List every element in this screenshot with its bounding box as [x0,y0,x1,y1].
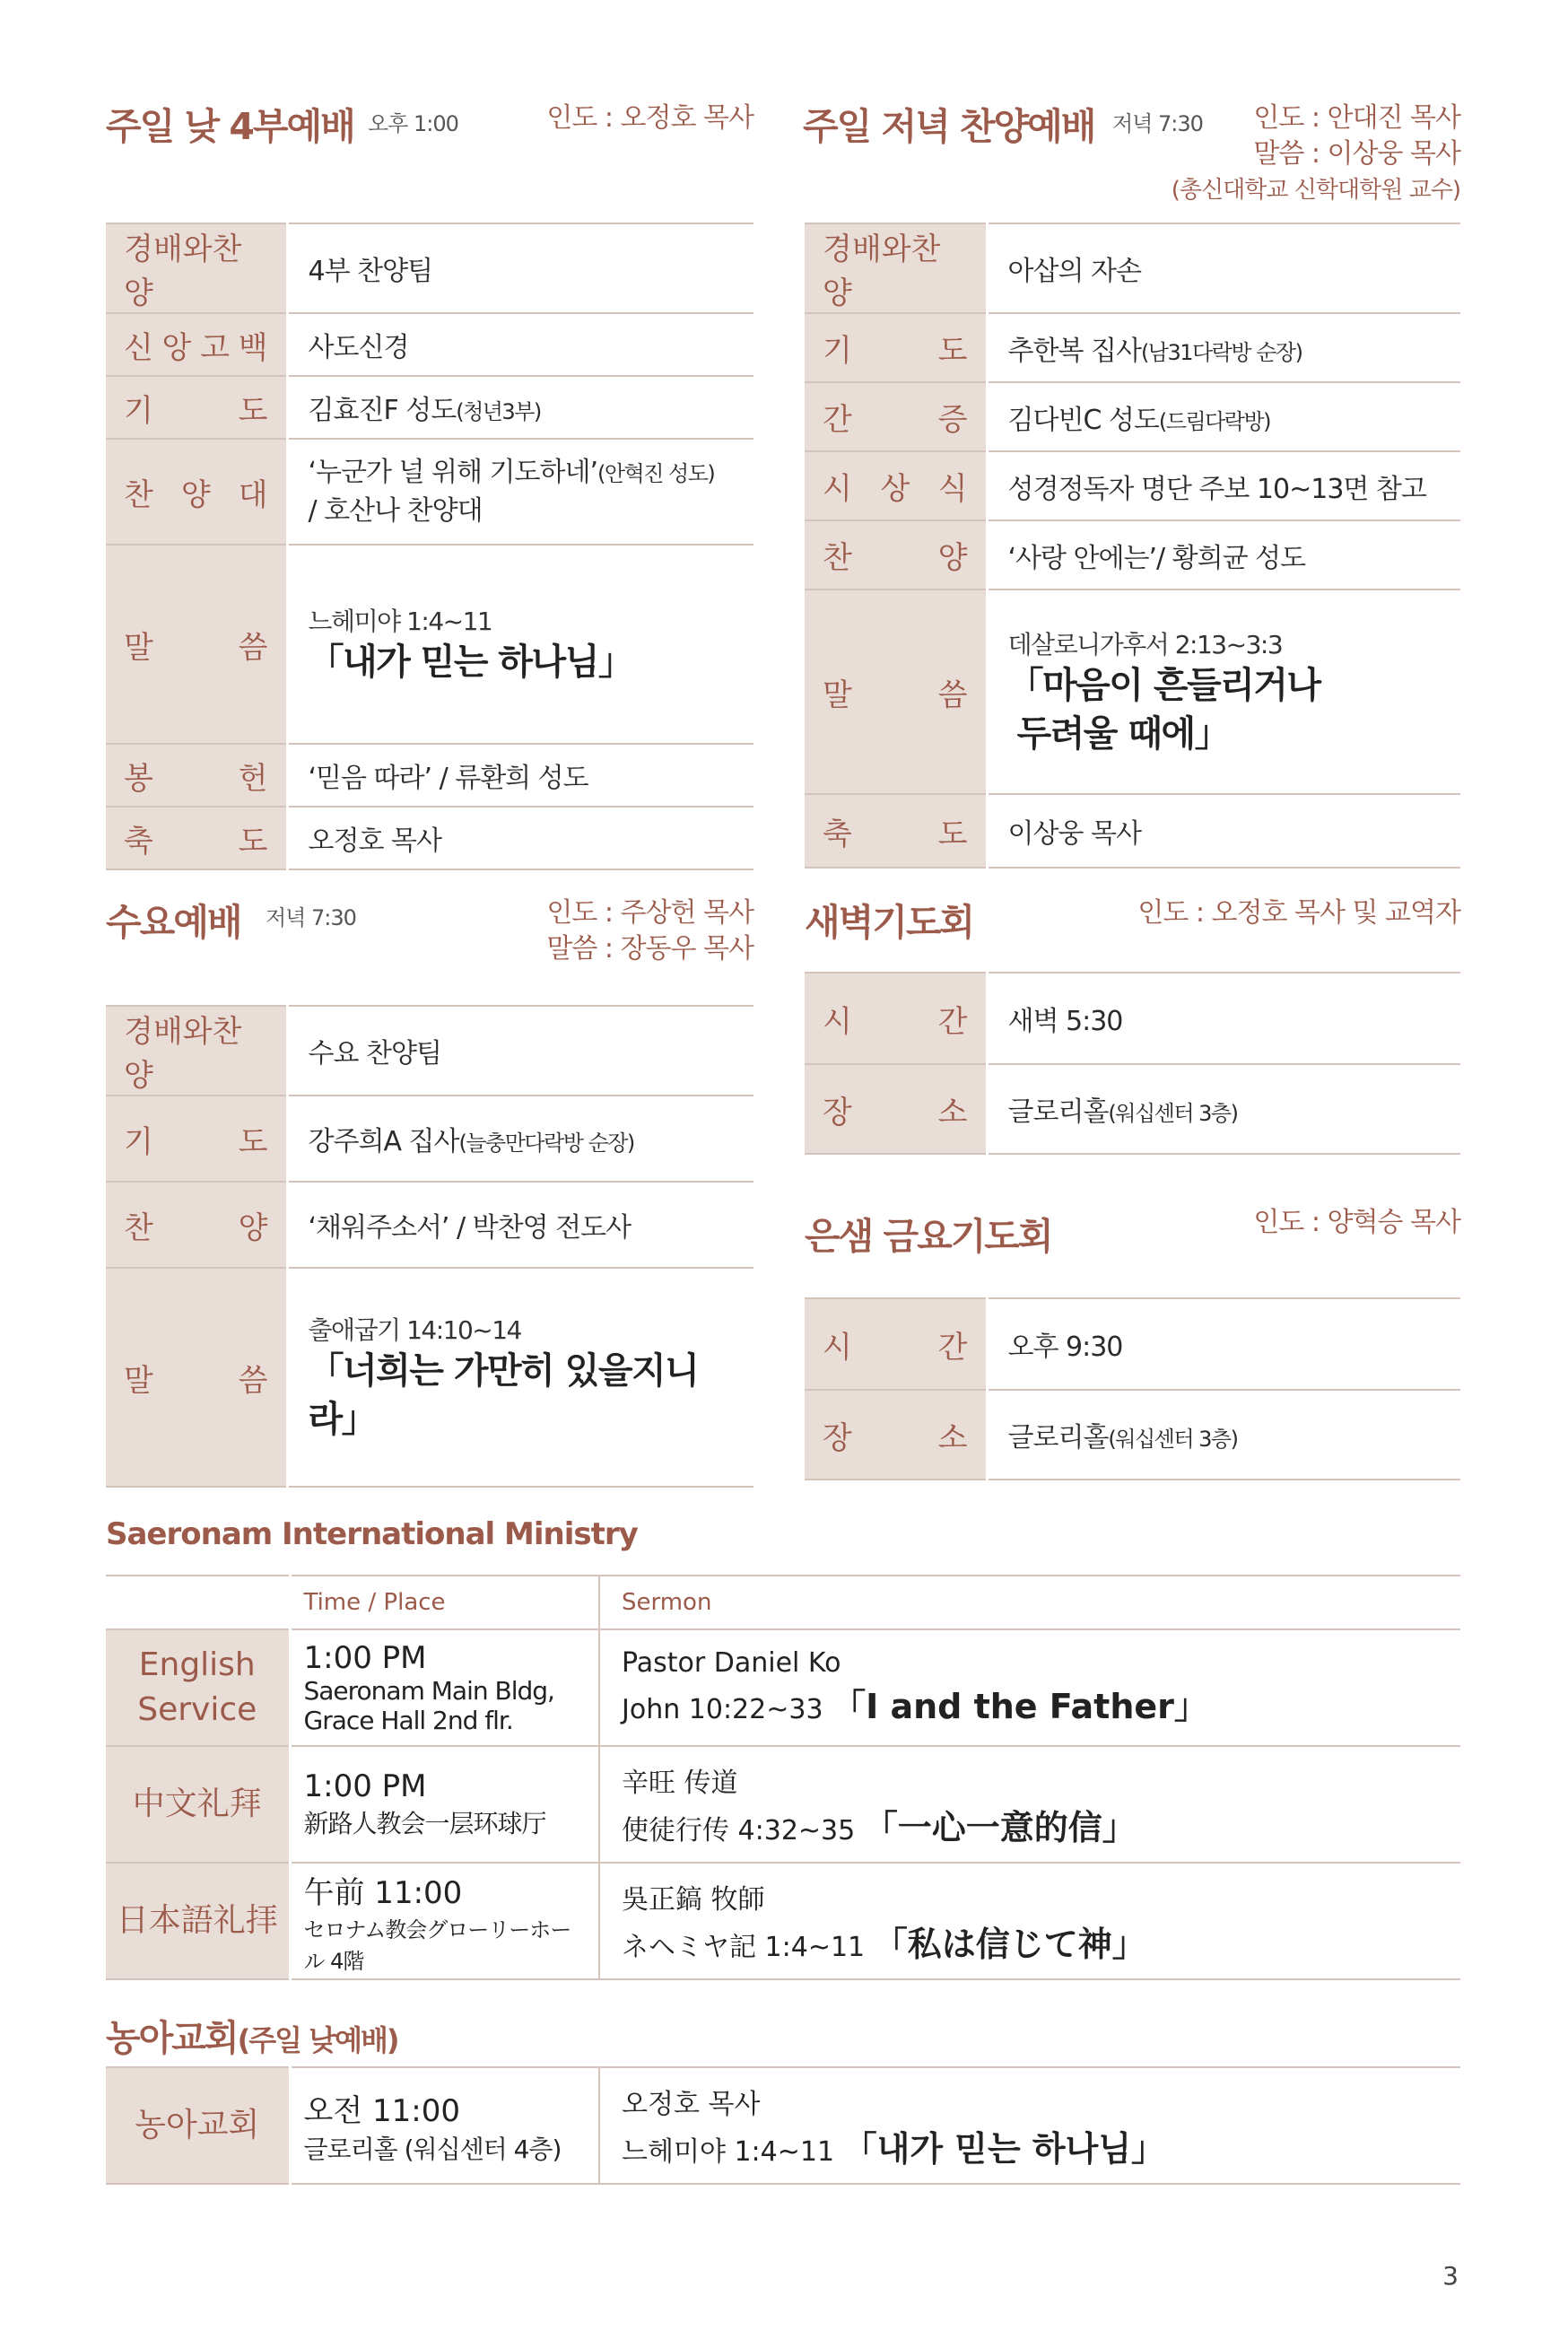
row-label: 말 씀 [106,1268,287,1487]
nonga-table [106,2066,1460,2185]
table-row [805,1390,1460,1480]
row-label: 시 상 식 [805,451,987,520]
row-value: 글로리홀(워십센터 3층) [987,1390,1460,1480]
row-label: 경배와찬양 [106,1006,287,1096]
page-number: 3 [1442,2261,1459,2291]
table-row [805,1298,1460,1390]
row-time-place: 1:00 PM Saeronam Main Bldg, Grace Hall 2nd flr. [290,1629,599,1746]
dawn-table [805,972,1460,1155]
table-row [805,451,1460,520]
row-label: 장 소 [805,1390,987,1480]
row-value: 수요 찬양팀 [287,1006,754,1096]
row-sermon: Pastor Daniel Ko John 10:22~33 「I and the Father」 [599,1629,1460,1746]
header-sermon: Sermon [599,1576,1460,1629]
sermon-title: 두려울 때에」 [1016,713,1230,755]
row-label: 말 씀 [805,589,987,794]
row-label: 中文礼拜 [106,1746,290,1863]
row-value: 이상웅 목사 [987,794,1460,868]
row-sermon: 吳正鎬 牧師 ネヘミヤ記 1:4~11 「私は信じて神」 [599,1863,1460,1979]
intl-table [106,1575,1460,1980]
table-row [106,1268,754,1487]
row-label: 봉 헌 [106,744,287,807]
table-row [805,223,1460,313]
row-label: 경배와찬양 [106,223,287,313]
sermon-verse: 데살로니가후서 2:13~3:3 [1007,630,1283,659]
row-value: 오정호 목사 [287,807,754,869]
row-label: 말 씀 [106,545,287,744]
row-label: 경배와찬양 [805,223,987,313]
row-value: 새벽 5:30 [987,973,1460,1064]
evening-title: 주일 저녁 찬양예배 [803,105,1095,148]
wednesday-lead: 인도 : 주상헌 목사 말씀 : 장동우 목사 [546,897,754,965]
table-row [106,1746,1460,1863]
header-blank [106,1576,290,1629]
row-label: 간 증 [805,382,987,451]
sermon-verse: 출애굽기 14:10~14 [308,1315,521,1345]
table-header-row [106,1576,1460,1629]
sunday4-table [106,223,754,870]
table-row [106,1006,754,1096]
row-value: ‘누군가 널 위해 기도하네’(안혁진 성도) / 호산나 찬양대 [287,439,754,545]
table-row [805,973,1460,1064]
row-value: 4부 찬양팀 [287,223,754,313]
evening-lead: 인도 : 안대진 목사 말씀 : 이상웅 목사 (총신대학교 신학대학원 교수) [1171,102,1460,204]
row-label: 찬 양 [805,520,987,589]
table-row [106,807,754,869]
table-row [106,223,754,313]
row-value: ‘믿음 따라’ / 류환희 성도 [287,744,754,807]
intl-title: Saeronam International Ministry [106,1516,638,1552]
table-row [106,1182,754,1268]
table-row [106,545,754,744]
table-row [106,376,754,439]
wednesday-time: 저녁 7:30 [266,905,356,930]
table-row [805,794,1460,868]
dawn-lead: 인도 : 오정호 목사 및 교역자 [1137,897,1460,929]
row-time-place: 午前 11:00 セロナム教会グローリーホール 4階 [290,1863,599,1979]
row-label: 장 소 [805,1064,987,1154]
row-time-place: 오전 11:00 글로리홀 (워십센터 4층) [290,2067,599,2184]
row-label: 신 앙 고 백 [106,313,287,376]
table-row [805,382,1460,451]
sermon-title: 「내가 믿는 하나님」 [308,642,633,683]
row-value: 아삽의 자손 [987,223,1460,313]
row-value: 추한복 집사(남31다락방 순장) [987,313,1460,382]
row-value: 강주희A 집사(늘충만다락방 순장) [287,1096,754,1182]
table-row [106,2067,1460,2184]
row-label: English Service [106,1629,290,1746]
sermon-title: 「마음이 흔들리거나 [1007,665,1320,706]
wednesday-title: 수요예배 [106,901,241,944]
row-value [987,589,1460,794]
friday-title: 은샘 금요기도회 [805,1215,1052,1258]
row-value: 오후 9:30 [987,1298,1460,1390]
row-sermon: 오정호 목사 느헤미야 1:4~11 「내가 믿는 하나님」 [599,2067,1460,2184]
table-row [106,1629,1460,1746]
row-sermon: 辛旺 传道 使徒行传 4:32~35 「一心一意的信」 [599,1746,1460,1863]
row-value: 김효진F 성도(청년3부) [287,376,754,439]
row-label: 기 도 [805,313,987,382]
table-row [106,744,754,807]
row-value [287,1268,754,1487]
row-time-place: 1:00 PM 新路人教会一层环球厅 [290,1746,599,1863]
row-label: 축 도 [106,807,287,869]
table-row [106,439,754,545]
sunday4-time: 오후 1:00 [368,111,458,136]
row-label: 시 간 [805,1298,987,1390]
row-value: 김다빈C 성도(드림다락방) [987,382,1460,451]
table-row [805,1064,1460,1154]
row-label: 日本語礼拝 [106,1863,290,1979]
table-row [805,589,1460,794]
row-value [287,545,754,744]
table-row [106,1096,754,1182]
sunday4-title: 주일 낮 4부예배 [106,105,354,148]
row-label: 기 도 [106,376,287,439]
row-label: 찬 양 대 [106,439,287,545]
row-label: 시 간 [805,973,987,1064]
friday-table [805,1297,1460,1480]
friday-lead: 인도 : 양혁승 목사 [1253,1207,1460,1238]
sunday4-lead: 인도 : 오정호 목사 [546,102,754,134]
evening-time: 저녁 7:30 [1112,111,1203,136]
header-time-place: Time / Place [290,1576,599,1629]
row-label: 농아교회 [106,2067,290,2184]
table-row [805,520,1460,589]
row-value: 글로리홀(워십센터 3층) [987,1064,1460,1154]
row-value: ‘사랑 안에는’/ 황희균 성도 [987,520,1460,589]
nonga-title: 농아교회(주일 낮예배) [106,2018,398,2059]
row-label: 찬 양 [106,1182,287,1268]
row-label: 축 도 [805,794,987,868]
table-row [805,313,1460,382]
row-label: 기 도 [106,1096,287,1182]
dawn-title: 새벽기도회 [805,901,974,944]
wednesday-table [106,1005,754,1488]
row-value: 성경정독자 명단 주보 10~13면 참고 [987,451,1460,520]
sermon-title: 「너희는 가만히 있을지니라」 [308,1350,699,1440]
row-value: 사도신경 [287,313,754,376]
table-row [106,1863,1460,1979]
sermon-verse: 느헤미야 1:4~11 [308,607,492,636]
row-value: ‘채워주소서’ / 박찬영 전도사 [287,1182,754,1268]
evening-table [805,223,1460,869]
table-row [106,313,754,376]
